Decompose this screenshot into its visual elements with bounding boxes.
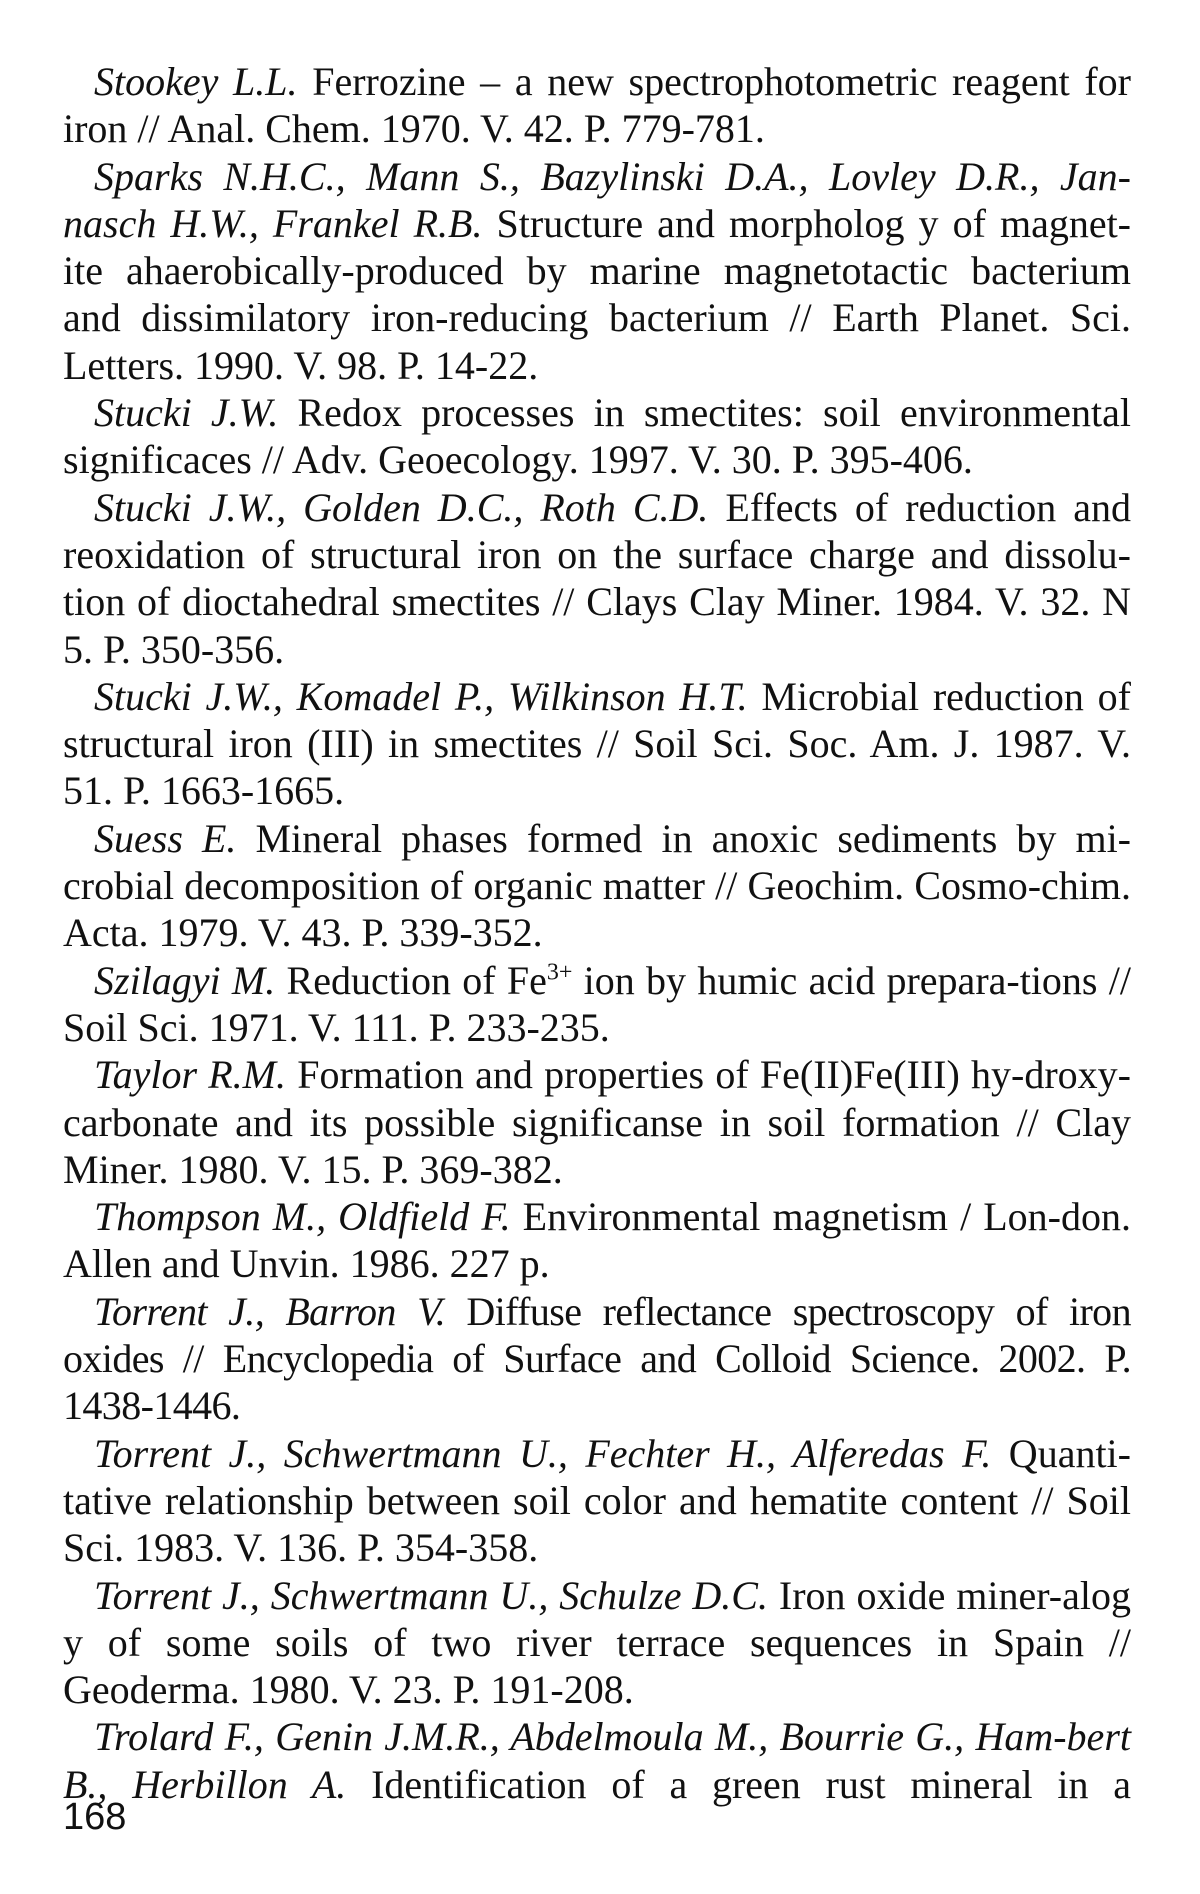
reference-entry <box>63 1288 1131 1430</box>
reference-authors: Torrent J., Barron V. <box>94 1288 446 1334</box>
ion-charge-superscript: 3+ <box>546 959 573 986</box>
reference-entry <box>63 673 1131 815</box>
reference-details-continued: ion by humic acid prepara-tions // Soil Sci. 1971. V. 111. P. 233-235. <box>63 957 1132 1050</box>
reference-authors: Trolard F., Genin J.M.R., Abdelmoula M., Bourrie G., Ham-bert B., Herbillon A. <box>63 1714 1131 1807</box>
reference-details: Quanti-tative relationship between soil color and hematite content // Soil Sci. 1983. V. 136. P. 354-358. <box>63 1430 1131 1571</box>
reference-entry <box>63 815 1131 957</box>
reference-details: Mineral phases formed in anoxic sediments by mi-crobial decomposition of organic matter // Geochim. Cosmo-chim. Acta. 1979. V. 43. P. 339-352. <box>63 815 1132 956</box>
reference-entry <box>63 58 1131 153</box>
reference-authors: Thompson M., Oldfield F. <box>94 1194 511 1240</box>
reference-authors: Stucki J.W. <box>94 390 279 436</box>
reference-details: Microbial reduction of structural iron (III) in smectites // Soil Sci. Soc. Am. J. 1987. V. 51. P. 1663-1665. <box>63 673 1131 814</box>
reference-authors: Sparks N.H.C., Mann S., Bazylinski D.A., Lovley D.R., Jan-nasch H.W., Frankel R.B. <box>63 153 1131 246</box>
reference-authors: Stucki J.W., Komadel P., Wilkinson H.T. <box>94 673 748 719</box>
reference-details: Redox processes in smectites: soil environmental significaces // Adv. Geoecology. 1997. V. 30. P. 395-406. <box>63 390 1132 483</box>
reference-entry <box>63 1051 1131 1193</box>
reference-entry <box>63 484 1131 673</box>
reference-details: Iron oxide miner-alog y of some soils of two river terrace sequences in Spain // Geoderma. 1980. V. 23. P. 191-208. <box>63 1572 1131 1713</box>
reference-authors: Stucki J.W., Golden D.C., Roth C.D. <box>94 484 709 530</box>
page-number: 168 <box>63 1796 127 1838</box>
reference-details: Diffuse reflectance spectroscopy of iron oxides // Encyclopedia of Surface and Colloid Science. 2002. P. 1438-1446. <box>63 1288 1131 1429</box>
reference-entry <box>63 153 1131 389</box>
reference-list <box>63 58 1131 1808</box>
reference-authors: Torrent J., Schwertmann U., Fechter H., Alferedas F. <box>94 1430 992 1476</box>
reference-entry <box>63 389 1131 484</box>
reference-entry <box>63 1430 1131 1572</box>
reference-details: Identification of a green rust mineral in a <box>346 1761 1131 1807</box>
reference-details: Environmental magnetism / Lon-don. Allen and Unvin. 1986. 227 p. <box>63 1194 1132 1287</box>
reference-details: Formation and properties of Fe(II)Fe(III) hy-droxy-carbonate and its possible significanse in soil formation // Clay Miner. 1980. V. 15. P. 369-382. <box>63 1052 1131 1192</box>
reference-entry <box>63 957 1131 1052</box>
reference-details: Reduction of Fe <box>275 957 547 1003</box>
reference-authors: Stookey L.L. <box>94 59 298 104</box>
reference-authors: Szilagyi M. <box>94 957 276 1003</box>
reference-details: Effects of reduction and reoxidation of structural iron on the surface charge and dissolu-tion of dioctahedral smectites // Clays Clay Miner. 1984. V. 32. N 5. P. 350-356. <box>63 484 1131 672</box>
reference-authors: Torrent J., Schwertmann U., Schulze D.C. <box>94 1572 768 1618</box>
reference-details: Ferrozine – a new spectrophotometric reagent for iron // Anal. Chem. 1970. V. 42. P. 779-781. <box>63 59 1132 152</box>
reference-authors: Suess E. <box>94 815 237 861</box>
reference-details: Structure and morpholog y of magnet-ite ahaerobically-produced by marine magnetotactic bacterium and dissimilatory iron-reducing bacterium // Earth Planet. Sci. Letters. 1990. V. 98. P. 14-22. <box>63 200 1132 388</box>
reference-entry <box>63 1193 1131 1288</box>
reference-entry <box>63 1572 1131 1714</box>
reference-authors: Taylor R.M. <box>94 1052 287 1098</box>
reference-entry <box>63 1713 1131 1808</box>
